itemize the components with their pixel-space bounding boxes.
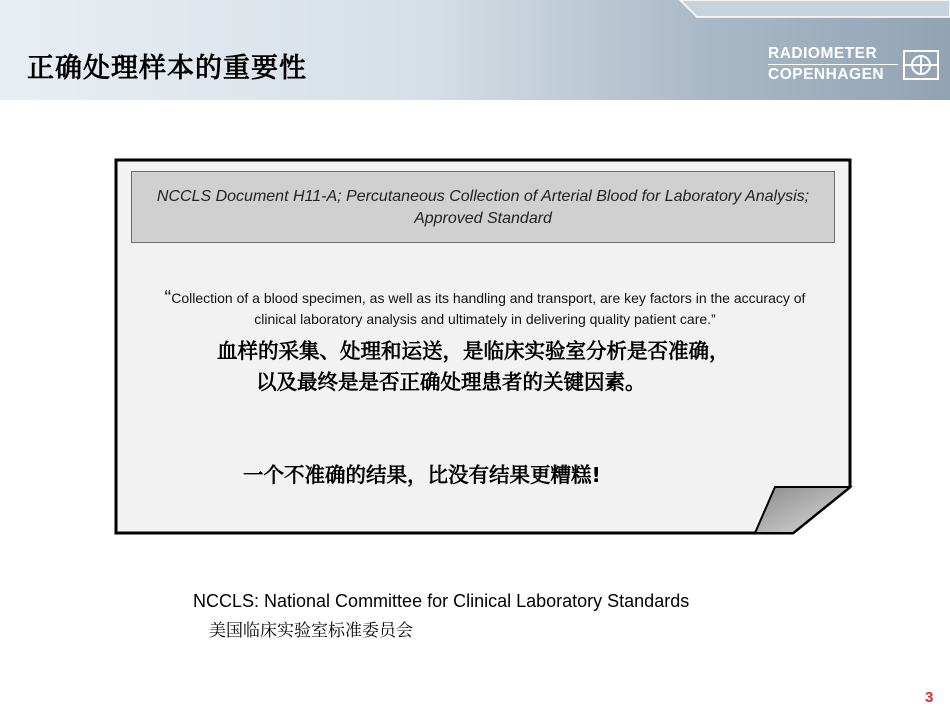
quote-english bbox=[155, 288, 815, 330]
reference-citation: NCCLS Document H11-A; Percutaneous Collection of Arterial Blood for Laboratory Analysis; Approved Standard bbox=[156, 188, 810, 227]
reference-box bbox=[131, 171, 835, 243]
footer-definition-english: NCCLS: National Committee for Clinical Laboratory Standards bbox=[193, 591, 690, 611]
footer-definition-chinese: 美国临床实验室标准委员会 bbox=[209, 621, 413, 641]
quote-english-text: Collection of a blood specimen, as well as its handling and transport, are key factors in the accuracy of clinical laboratory analysis and ultimately in delivering quality patient care.” bbox=[171, 290, 806, 327]
quote-chinese-line2: 以及最终是是否正确处理患者的关键因素。 bbox=[256, 370, 646, 394]
logo-text-line2: COPENHAGEN bbox=[768, 66, 885, 83]
quote-chinese-line1: 血样的采集、处理和运送，是临床实验室分析是否准确， bbox=[217, 339, 730, 363]
slide-title: 正确处理样本的重要性 bbox=[27, 53, 307, 84]
logo-text-line1: RADIOMETER bbox=[768, 45, 878, 62]
page-number: 3 bbox=[925, 689, 934, 706]
quote-open-mark: “ bbox=[164, 287, 172, 309]
conclusion-text: 一个不准确的结果，比没有结果更糟糕! bbox=[243, 463, 601, 487]
